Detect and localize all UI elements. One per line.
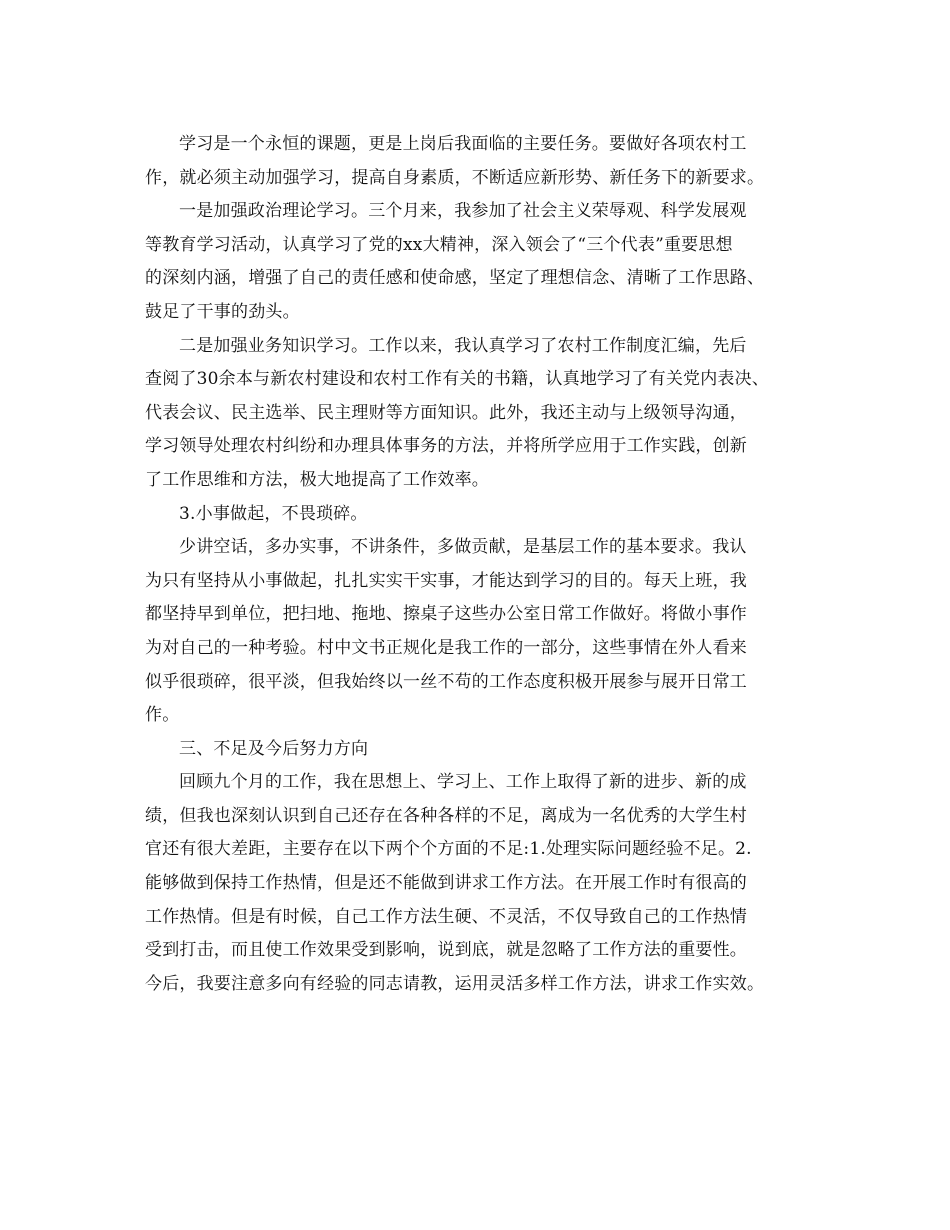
text-line: 能够做到保持工作热情，但是还不能做到讲求工作方法。在开展工作时有很高的 [145, 873, 747, 894]
text-line: 学习领导处理农村纠纷和办理具体事务的方法，并将所学应用于工作实践，创新 [145, 436, 747, 457]
text-line: 3.小事做起，不畏琐碎。 [179, 503, 368, 524]
text-line: 都坚持早到单位，把扫地、拖地、擦桌子这些办公室日常工作做好。将做小事作 [145, 604, 747, 625]
text-line: 代表会议、民主选举、民主理财等方面知识。此外，我还主动与上级领导沟通， [145, 402, 747, 423]
text-line: 官还有很大差距，主要存在以下两个个方面的不足:1.处理实际问题经验不足。2. [145, 839, 752, 860]
text-line: 回顾九个月的工作，我在思想上、学习上、工作上取得了新的进步、新的成 [179, 772, 747, 793]
text-line: 为只有坚持从小事做起，扎扎实实干实事，才能达到学习的目的。每天上班，我 [145, 570, 747, 591]
text-line: 了工作思维和方法，极大地提高了工作效率。 [145, 469, 489, 490]
text-line: 三、不足及今后努力方向 [179, 738, 369, 759]
text-line: 等教育学习活动，认真学习了党的xx大精神，深入领会了“三个代表”重要思想 [145, 234, 733, 255]
text-line: 为对自己的一种考验。村中文书正规化是我工作的一部分，这些事情在外人看来 [145, 637, 747, 658]
text-line: 学习是一个永恒的课题，更是上岗后我面临的主要任务。要做好各项农村工 [179, 134, 747, 154]
text-line: 似乎很琐碎，很平淡，但我始终以一丝不苟的工作态度积极开展参与展开日常工 [145, 671, 747, 692]
text-line: 绩，但我也深刻认识到自己还存在各种各样的不足，离成为一名优秀的大学生村 [145, 805, 747, 826]
text-line: 查阅了30余本与新农村建设和农村工作有关的书籍，认真地学习了有关党内表决、 [145, 369, 770, 390]
text-line: 今后，我要注意多向有经验的同志请教，运用灵活多样工作方法，讲求工作实效。 [145, 973, 765, 994]
text-line: 鼓足了干事的劲头。 [145, 301, 300, 322]
text-line: 作，就必须主动加强学习，提高自身素质，不断适应新形势、新任务下的新要求。 [145, 167, 765, 188]
text-line: 二是加强业务知识学习。工作以来，我认真学习了农村工作制度汇编，先后 [179, 335, 747, 356]
text-line: 的深刻内涵，增强了自己的责任感和使命感，坚定了理想信念、清晰了工作思路、 [145, 268, 765, 289]
text-line: 一是加强政治理论学习。三个月来，我参加了社会主义荣辱观、科学发展观 [179, 201, 747, 222]
text-line: 少讲空话，多办实事，不讲条件，多做贡献，是基层工作的基本要求。我认 [179, 537, 747, 558]
text-line: 工作热情。但是有时候，自己工作方法生硬、不灵活，不仅导致自己的工作热情 [145, 906, 747, 927]
text-line: 作。 [145, 705, 180, 726]
document-body [145, 128, 815, 1001]
text-line: 受到打击，而且使工作效果受到影响，说到底，就是忽略了工作方法的重要性。 [145, 940, 747, 961]
